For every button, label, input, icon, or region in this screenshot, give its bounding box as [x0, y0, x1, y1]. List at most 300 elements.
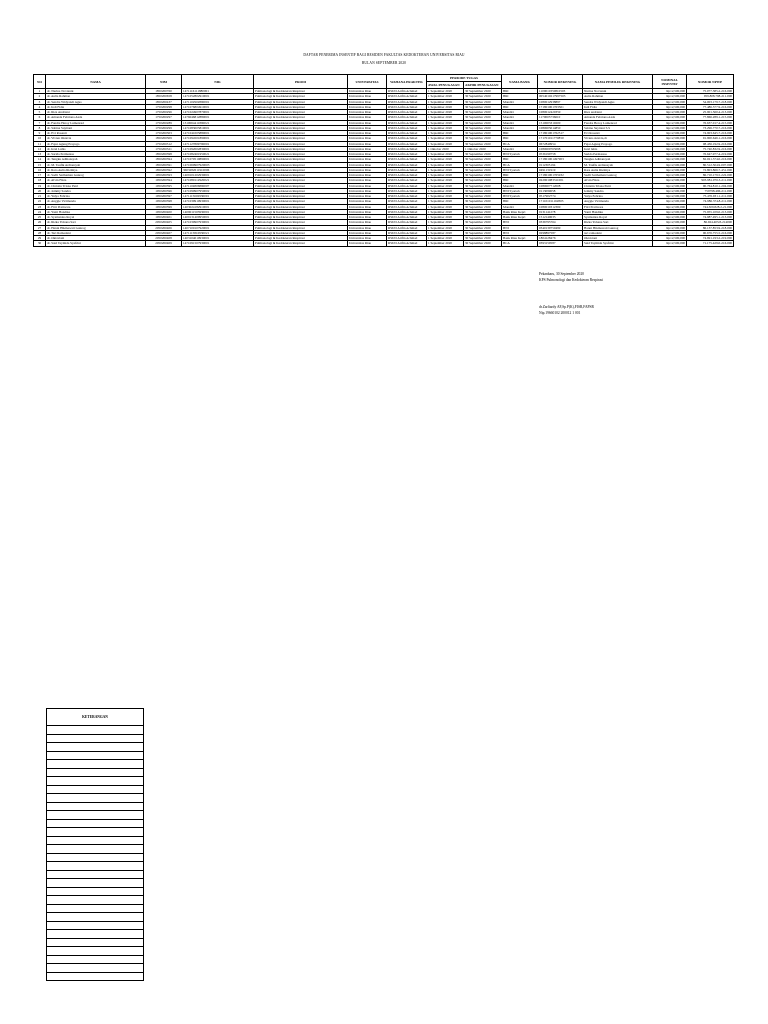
- cell-bank: BRI: [502, 94, 538, 99]
- cell-univ: Universitas Riau: [348, 173, 387, 178]
- keterangan-cell: [47, 896, 144, 905]
- cell-prodi: Pulmonologi & Kedokteran Respirasi: [254, 136, 348, 141]
- cell-akhir: 30 September 2020: [464, 220, 502, 225]
- cell-awal: 1 September 2020: [427, 204, 464, 209]
- cell-nominal: Rp12,500,000: [653, 89, 687, 94]
- cell-nim: 1750200296: [146, 110, 182, 115]
- cell-npwp: 77.866.289.1-215.000: [687, 115, 734, 120]
- cell-akhir: 30 September 2020: [464, 178, 502, 183]
- cell-nominal: Rp12,500,000: [653, 204, 687, 209]
- cell-rek: 1170005736610: [538, 115, 583, 120]
- cell-bank: Mandiri: [502, 120, 538, 125]
- cell-prodi: Pulmonologi & Kedokteran Respirasi: [254, 89, 348, 94]
- cell-wahana: RSUD Arifin Achmad: [387, 120, 427, 125]
- cell-wahana: RSUD Arifin Achmad: [387, 230, 427, 235]
- cell-prodi: Pulmonologi & Kedokteran Respirasi: [254, 199, 348, 204]
- cell-npwp: 75.476.931.1-211.000: [687, 194, 734, 199]
- cell-awal: 1 September 2020: [427, 152, 464, 157]
- col-header-wahana: WAHANA PRAKTEK: [387, 75, 427, 89]
- col-header-periode: PERIODE TUGAS: [427, 75, 502, 82]
- cell-univ: Universitas Riau: [348, 125, 387, 130]
- cell-nim: 1850200760: [146, 89, 182, 94]
- cell-nama: dr. Amanda Febriana Azda: [46, 115, 146, 120]
- cell-nama: dr. Christin Trisna Putri: [46, 183, 146, 188]
- cell-awal: 1 Oktober 2020: [427, 146, 464, 151]
- cell-no: 28: [34, 230, 46, 235]
- cell-nik: 1403024182910001: [182, 204, 254, 209]
- cell-pemilik: Tengku Adhiansyah: [583, 157, 653, 162]
- cell-nama: dr. Oktaviani: [46, 236, 146, 241]
- cell-nama: dr. Anggie Vicimanda: [46, 199, 146, 204]
- cell-awal: 1 September 2020: [427, 94, 464, 99]
- cell-nik: 1409131409950001: [182, 215, 254, 220]
- cell-awal: 1 September 2020: [427, 99, 464, 104]
- cell-nominal: Rp12,500,000: [653, 120, 687, 125]
- cell-pemilik: Irzal lubis: [583, 146, 653, 151]
- cell-nim: 1750200299: [146, 125, 182, 130]
- cell-npwp: 86.710.179.5-222.000: [687, 173, 734, 178]
- cell-bank: Bank Riau Kepri: [502, 215, 538, 220]
- cell-univ: Universitas Riau: [348, 199, 387, 204]
- cell-univ: Universitas Riau: [348, 215, 387, 220]
- keterangan-row: [47, 913, 144, 922]
- cell-pemilik: Anggie Vicimanda: [583, 199, 653, 204]
- cell-nik: 1471030907930001: [182, 220, 254, 225]
- cell-nama: dr. Alvin Fikra: [46, 178, 146, 183]
- cell-npwp: 08.436.192.9-216.000: [687, 141, 734, 146]
- cell-no: 20: [34, 188, 46, 193]
- cell-akhir: 30 September 2020: [464, 99, 502, 104]
- cell-pemilik: Sarida Permatasa: [583, 152, 653, 157]
- cell-nama: dr. Aulia Rahman: [46, 94, 146, 99]
- keterangan-row: [47, 794, 144, 803]
- cell-akhir: 30 September 2020: [464, 183, 502, 188]
- cell-akhir: 30 September 2020: [464, 157, 502, 162]
- cell-wahana: RSUD Arifin Achmad: [387, 125, 427, 130]
- signature-name: dr.Zarfiardy AF,Sp.P(K),FISR,FAPSR: [539, 305, 594, 309]
- cell-wahana: RSUD Arifin Achmad: [387, 89, 427, 94]
- cell-prodi: Pulmonologi & Kedokteran Respirasi: [254, 225, 348, 230]
- cell-wahana: RSUD Arifin Achmad: [387, 204, 427, 209]
- cell-akhir: 30 September 2020: [464, 152, 502, 157]
- cell-nominal: Rp12,500,000: [653, 215, 687, 220]
- cell-prodi: Pulmonologi & Kedokteran Respirasi: [254, 236, 348, 241]
- cell-nik: 1409011503930001: [182, 209, 254, 214]
- cell-univ: Universitas Riau: [348, 183, 387, 188]
- cell-no: 26: [34, 220, 46, 225]
- cell-akhir: 30 September 2020: [464, 115, 502, 120]
- cell-nik: 1471094501890001: [182, 136, 254, 141]
- cell-rek: 171101011162803: [538, 199, 583, 204]
- cell-awal: 1 September 2020: [427, 183, 464, 188]
- cell-npwp: 74.903.645.7-216.000: [687, 131, 734, 136]
- cell-rek: 0112305194: [538, 162, 583, 167]
- cell-nominal: Rp12,500,000: [653, 115, 687, 120]
- cell-awal: 1 September 2020: [427, 209, 464, 214]
- cell-univ: Universitas Riau: [348, 230, 387, 235]
- cell-nik: 1471115810930021: [182, 230, 254, 235]
- cell-univ: Universitas Riau: [348, 141, 387, 146]
- cell-akhir: 30 September 2020: [464, 225, 502, 230]
- cell-npwp: 82.021.374.0-216.000: [687, 157, 734, 162]
- cell-pemilik: Evi Rosanti: [583, 131, 653, 136]
- cell-rek: 1080005014850: [538, 125, 583, 130]
- cell-nik: 1471091507930001: [182, 241, 254, 246]
- keterangan-cell: [47, 853, 144, 862]
- col-header-prodi: PRODI: [254, 75, 348, 89]
- keterangan-row: [47, 879, 144, 888]
- cell-no: 22: [34, 199, 46, 204]
- cell-npwp: 54.003.179.7-218.000: [687, 99, 734, 104]
- cell-prodi: Pulmonologi & Kedokteran Respirasi: [254, 220, 348, 225]
- keterangan-row: [47, 964, 144, 973]
- document-title-line2: BULAN SEPTEMBER 2020: [361, 61, 407, 65]
- cell-nama: dr. Riza Andriani: [46, 110, 146, 115]
- cell-nominal: Rp12,500,000: [653, 136, 687, 141]
- keterangan-row: [47, 836, 144, 845]
- cell-awal: 1 September 2020: [427, 173, 464, 178]
- cell-awal: 1 September 2020: [427, 115, 464, 120]
- cell-nama: dr. Vivien Oktavia: [46, 136, 146, 141]
- cell-nim: 1950200397: [146, 194, 182, 199]
- cell-rek: 1510003310200: [538, 120, 583, 125]
- cell-nominal: Rp12,500,000: [653, 146, 687, 151]
- cell-npwp: 759798.496-211.000: [687, 188, 734, 193]
- cell-bank: BCA: [502, 141, 538, 146]
- cell-akhir: 30 September 2020: [464, 188, 502, 193]
- cell-wahana: RSUD Arifin Achmad: [387, 167, 427, 172]
- cell-bank: BNI Syariah: [502, 167, 538, 172]
- cell-nik: 1471082401950021: [182, 152, 254, 157]
- cell-npwp: 71.175.429.0-216.000: [687, 241, 734, 246]
- cell-awal: 1 September 2020: [427, 167, 464, 172]
- keterangan-row: [47, 938, 144, 947]
- keterangan-row: [47, 734, 144, 743]
- keterangan-cell: [47, 870, 144, 879]
- cell-nim: 1750200297: [146, 115, 182, 120]
- cell-nim: 1950200394: [146, 178, 182, 183]
- keterangan-cell: [47, 751, 144, 760]
- cell-nim: 1850200398: [146, 152, 182, 157]
- keterangan-row: [47, 726, 144, 735]
- cell-nama: dr. Irzal Lubis: [46, 146, 146, 151]
- keterangan-row: [47, 751, 144, 760]
- cell-prodi: Pulmonologi & Kedokteran Respirasi: [254, 194, 348, 199]
- cell-akhir: 1 Oktober 2020: [464, 146, 502, 151]
- cell-rek: 0491131919: [538, 167, 583, 172]
- cell-rek: 022901083311001: [538, 178, 583, 183]
- cell-rek: 0131141278: [538, 209, 583, 214]
- cell-npwp: 86.137.853.9-218.000: [687, 225, 734, 230]
- cell-univ: Universitas Riau: [348, 241, 387, 246]
- cell-wahana: RSUD Arifin Achmad: [387, 188, 427, 193]
- cell-nama: dr. Fandra Heroy Lumenrad: [46, 120, 146, 125]
- cell-univ: Universitas Riau: [348, 146, 387, 151]
- keterangan-cell: [47, 836, 144, 845]
- keterangan-cell: [47, 794, 144, 803]
- cell-prodi: Pulmonologi & Kedokteran Respirasi: [254, 146, 348, 151]
- cell-nominal: Rp12,500,000: [653, 188, 687, 193]
- col-header-bank: NAMA BANK: [502, 75, 538, 89]
- keterangan-cell: [47, 768, 144, 777]
- cell-nik: 1476046812880001: [182, 115, 254, 120]
- keterangan-cell: [47, 972, 144, 981]
- cell-bank: BRI: [502, 173, 538, 178]
- cell-nominal: Rp12,500,000: [653, 99, 687, 104]
- cell-prodi: Pulmonologi & Kedokteran Respirasi: [254, 131, 348, 136]
- cell-pemilik: Rara Aulia Rizmiya: [583, 167, 653, 172]
- cell-no: 6: [34, 115, 46, 120]
- cell-rek: 0298897587: [538, 230, 583, 235]
- cell-nik: 1409101202930001: [182, 173, 254, 178]
- cell-npwp: 91.900.646.1-216.000: [687, 136, 734, 141]
- cell-awal: 1 September 2020: [427, 157, 464, 162]
- cell-no: 10: [34, 136, 46, 141]
- cell-rek: 171801001765932: [538, 173, 583, 178]
- cell-rek: 1080012938897: [538, 99, 583, 104]
- cell-akhir: 30 September 2020: [464, 209, 502, 214]
- cell-nominal: Rp12,500,000: [653, 199, 687, 204]
- cell-nama: dr. Tari Ramadani: [46, 230, 146, 235]
- cell-awal: 1 September 2020: [427, 236, 464, 241]
- cell-no: 11: [34, 141, 46, 146]
- cell-rek: 171701011770850: [538, 136, 583, 141]
- keterangan-cell: [47, 811, 144, 820]
- cell-pemilik: M. Taufik Ardiansyah: [583, 162, 653, 167]
- cell-nim: 2050200405: [146, 220, 182, 225]
- cell-bank: Bank Riau Kepri: [502, 209, 538, 214]
- signature-nip: Nip.19660102 200012 1 001: [539, 311, 581, 315]
- cell-nim: 1850200394: [146, 157, 182, 162]
- cell-prodi: Pulmonologi & Kedokteran Respirasi: [254, 204, 348, 209]
- cell-awal: 1 September 2020: [427, 188, 464, 193]
- cell-bank: Mandiri: [502, 183, 538, 188]
- cell-bank: BRI: [502, 104, 538, 109]
- cell-rek: 0393159587: [538, 241, 583, 246]
- keterangan-row: [47, 921, 144, 930]
- cell-no: 5: [34, 110, 46, 115]
- cell-prodi: Pulmonologi & Kedokteran Respirasi: [254, 178, 348, 183]
- cell-nim: 2050200409: [146, 241, 182, 246]
- cell-wahana: RSUD Arifin Achmad: [387, 236, 427, 241]
- cell-rek: 1080009765098: [538, 146, 583, 151]
- cell-wahana: RSUD Arifin Achmad: [387, 209, 427, 214]
- cell-awal: 1 September 2020: [427, 125, 464, 130]
- cell-prodi: Pulmonologi & Kedokteran Respirasi: [254, 152, 348, 157]
- cell-univ: Universitas Riau: [348, 209, 387, 214]
- keterangan-row: [47, 802, 144, 811]
- cell-npwp: 90.676.755.5-216.000: [687, 230, 734, 235]
- col-header-universitas: UNIVERSITAS: [348, 75, 387, 89]
- keterangan-cell: [47, 947, 144, 956]
- cell-no: 29: [34, 236, 46, 241]
- cell-nik: 1403104010930001: [182, 236, 254, 241]
- cell-nik: 1471080112920021: [182, 178, 254, 183]
- cell-univ: Universitas Riau: [348, 89, 387, 94]
- cell-akhir: 30 September 2020: [464, 136, 502, 141]
- cell-bank: BNI: [502, 225, 538, 230]
- cell-awal: 1 September 2020: [427, 136, 464, 141]
- cell-npwp: 74.986.374.8-211.000: [687, 199, 734, 204]
- cell-rek: 1080012420359: [538, 110, 583, 115]
- cell-npwp: 90.764.810.1-204.000: [687, 183, 734, 188]
- cell-wahana: RSUD Arifin Achmad: [387, 225, 427, 230]
- cell-wahana: RSUD Arifin Achmad: [387, 110, 427, 115]
- cell-prodi: Pulmonologi & Kedokteran Respirasi: [254, 230, 348, 235]
- cell-awal: 1 September 2020: [427, 131, 464, 136]
- cell-nama: dr. Nurina Novianni: [46, 89, 146, 94]
- cell-univ: Universitas Riau: [348, 94, 387, 99]
- cell-prodi: Pulmonologi & Kedokteran Respirasi: [254, 188, 348, 193]
- cell-nama: dr. Fajar Agung Prayogo: [46, 141, 146, 146]
- cell-nik: 3603282611910006: [182, 167, 254, 172]
- cell-awal: 1 September 2020: [427, 225, 464, 230]
- keterangan-cell: [47, 760, 144, 769]
- cell-akhir: 30 September 2020: [464, 125, 502, 130]
- cell-pemilik: Fajar Agung Prayogo: [583, 141, 653, 146]
- cell-prodi: Pulmonologi & Kedokteran Respirasi: [254, 215, 348, 220]
- col-header-pemilik: NAMA PEMILIK REKENING: [583, 75, 653, 89]
- cell-nim: 1850200392: [146, 167, 182, 172]
- cell-prodi: Pulmonologi & Kedokteran Respirasi: [254, 99, 348, 104]
- cell-prodi: Pulmonologi & Kedokteran Respirasi: [254, 115, 348, 120]
- cell-pemilik: Riza andriani: [583, 110, 653, 115]
- cell-nominal: Rp12,500,000: [653, 236, 687, 241]
- cell-rek: 0054010217997503: [538, 94, 583, 99]
- cell-no: 12: [34, 146, 46, 151]
- cell-pemilik: Sendra Widyandi Agus: [583, 99, 653, 104]
- cell-akhir: 30 September 2020: [464, 199, 502, 204]
- keterangan-cell: [47, 930, 144, 939]
- cell-prodi: Pulmonologi & Kedokteran Respirasi: [254, 157, 348, 162]
- cell-nama: dr. Tengku Adhiansyah: [46, 157, 146, 162]
- cell-akhir: 30 September 2020: [464, 230, 502, 235]
- cell-nim: 2050200407: [146, 230, 182, 235]
- keterangan-cell: [47, 921, 144, 930]
- cell-bank: BNI: [502, 230, 538, 235]
- keterangan-row: [47, 972, 144, 981]
- cell-npwp: 75.740.832.9-216.000: [687, 146, 734, 151]
- cell-npwp: 86.924.403.8-214000: [687, 220, 734, 225]
- cell-nominal: Rp12,500,000: [653, 125, 687, 130]
- cell-npwp: 76.647.977.4-219.000: [687, 152, 734, 157]
- cell-nominal: Rp12,500,000: [653, 152, 687, 157]
- cell-univ: Universitas Riau: [348, 157, 387, 162]
- cell-wahana: RSUD Arifin Achmad: [387, 215, 427, 220]
- cell-nama: dr. Fitri Pratiwara: [46, 204, 146, 209]
- cell-pemilik: Said Taymida Syafrini: [583, 241, 653, 246]
- col-header-nama: NAMA: [46, 75, 146, 89]
- cell-prodi: Pulmonologi & Kedokteran Respirasi: [254, 162, 348, 167]
- keterangan-row: [47, 811, 144, 820]
- keterangan-header: KETERANGAN: [47, 709, 144, 726]
- cell-nim: 2050200406: [146, 225, 182, 230]
- cell-no: 17: [34, 173, 46, 178]
- cell-bank: BRI: [502, 131, 538, 136]
- cell-wahana: RSUD Arifin Achmad: [387, 162, 427, 167]
- cell-akhir: 30 September 2020: [464, 141, 502, 146]
- cell-nama: dr. Rara Aulia Rizmiya: [46, 167, 146, 172]
- cell-bank: BRI: [502, 157, 538, 162]
- cell-no: 2: [34, 94, 46, 99]
- cell-wahana: RSUD Arifin Achmad: [387, 220, 427, 225]
- cell-prodi: Pulmonologi & Kedokteran Respirasi: [254, 104, 348, 109]
- cell-no: 25: [34, 215, 46, 220]
- cell-univ: Universitas Riau: [348, 236, 387, 241]
- cell-nama: dr. Sarida Permatasa: [46, 152, 146, 157]
- cell-nim: 1950200399: [146, 204, 182, 209]
- cell-bank: BRI: [502, 89, 538, 94]
- cell-nominal: Rp12,500,000: [653, 131, 687, 136]
- cell-no: 8: [34, 125, 46, 130]
- cell-npwp: 76.637.017.4-215.000: [687, 120, 734, 125]
- keterangan-cell: [47, 828, 144, 837]
- col-header-akhir: AKHIR PENUGASAN: [464, 82, 502, 89]
- keterangan-cell: [47, 845, 144, 854]
- cell-nim: 1850200437: [146, 99, 182, 104]
- cell-no: 7: [34, 120, 46, 125]
- cell-univ: Universitas Riau: [348, 115, 387, 120]
- cell-no: 21: [34, 194, 46, 199]
- cell-pemilik: Sabina Suyitani S.S: [583, 125, 653, 130]
- cell-nik: 1310064411890021: [182, 120, 254, 125]
- cell-pemilik: Vivien oktavia,dr: [583, 136, 653, 141]
- cell-npwp: 744.309.828.2-21.000: [687, 204, 734, 209]
- cell-nik: 1407100107920001: [182, 225, 254, 230]
- cell-univ: Universitas Riau: [348, 204, 387, 209]
- cell-nik: 1471090907950002: [182, 188, 254, 193]
- cell-nim: 1750200298: [146, 104, 182, 109]
- cell-prodi: Pulmonologi & Kedokteran Respirasi: [254, 209, 348, 214]
- cell-univ: Universitas Riau: [348, 104, 387, 109]
- cell-pemilik: Alvin Fikra: [583, 178, 653, 183]
- cell-npwp: 75.077.385.2-216.000: [687, 89, 734, 94]
- cell-nominal: Rp12,500,000: [653, 209, 687, 214]
- cell-univ: Universitas Riau: [348, 152, 387, 157]
- recipient-table-body: [34, 89, 734, 247]
- cell-prodi: Pulmonologi & Kedokteran Respirasi: [254, 125, 348, 130]
- cell-nik: 1471115602930001: [182, 194, 254, 199]
- cell-nama: dr. Sendra Widyandi Agus: [46, 99, 146, 104]
- cell-no: 1: [34, 89, 46, 94]
- cell-nama: dr. Jemmy Sandra: [46, 188, 146, 193]
- cell-no: 18: [34, 178, 46, 183]
- keterangan-cell: [47, 904, 144, 913]
- cell-prodi: Pulmonologi & Kedokteran Respirasi: [254, 183, 348, 188]
- cell-nama: dr. Rizka Yohana Sari: [46, 220, 146, 225]
- cell-akhir: 30 September 2020: [464, 162, 502, 167]
- keterangan-cell: [47, 938, 144, 947]
- cell-awal: 1 September 2020: [427, 89, 464, 94]
- cell-nominal: Rp12,500,000: [653, 225, 687, 230]
- cell-nik: 1471041005880001: [182, 131, 254, 136]
- cell-bank: BCA: [502, 162, 538, 167]
- cell-univ: Universitas Riau: [348, 188, 387, 193]
- cell-npwp: 903.981.076.3-211.000: [687, 178, 734, 183]
- cell-prodi: Pulmonologi & Kedokteran Respirasi: [254, 141, 348, 146]
- cell-rek: 171801001763501: [538, 104, 583, 109]
- cell-npwp: 74.987.495.1-213.000: [687, 215, 734, 220]
- cell-pemilik: Fandra Heroy Lumenrad: [583, 120, 653, 125]
- cell-no: 23: [34, 204, 46, 209]
- cell-akhir: 30 September 2020: [464, 241, 502, 246]
- keterangan-cell: [47, 734, 144, 743]
- cell-nik: 1471127809790001: [182, 141, 254, 146]
- cell-wahana: RSUD Arifin Achmad: [387, 141, 427, 146]
- cell-rek: 1512140635: [538, 215, 583, 220]
- cell-pemilik: Sadli Sarihaman Gunrog: [583, 173, 653, 178]
- cell-pemilik: Nurina Novianni: [583, 89, 653, 94]
